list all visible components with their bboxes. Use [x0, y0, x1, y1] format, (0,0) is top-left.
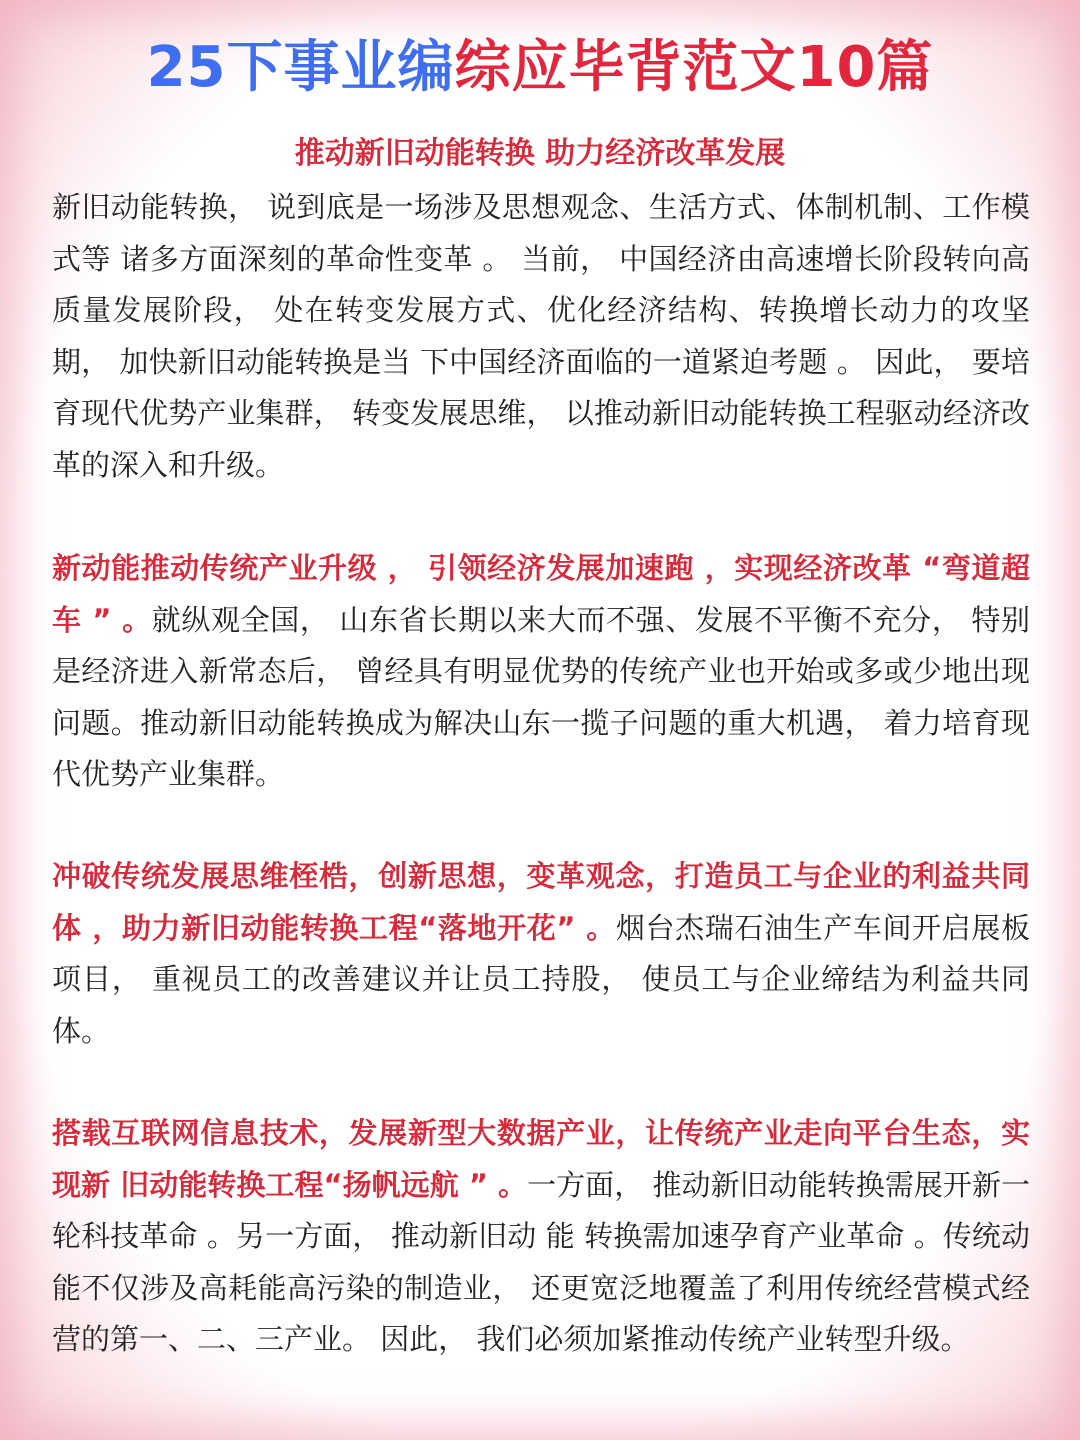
essay-subtitle: 推动新旧动能转换 助力经济改革发展 — [294, 136, 786, 171]
paragraph-intro — [52, 182, 1030, 491]
paragraph-highlight: 新动能推动传统产业升级 ， 引领经济发展加速跑 ，实现经济改革 “弯道超车 ” 。 — [52, 551, 1030, 637]
paragraph-body: 新旧动能转换， 说到底是一场涉及思想观念、生活方式、体制机制、工作模式等 诸多方面深刻的革命性变革 。 当前， 中国经济由高速增长阶段转向高质量发展阶段， 处在转变发展方式、优化经济结构、转换增长动力的攻坚期， 加快新旧动能转换是当 下中国经济面临的一道紧迫考题 。 因此， 要培育现代优势产业集群， 转变发展思维， 以推动新旧动能转换工程驱动经济改革的深入和升级。 — [52, 190, 1030, 482]
paragraph-body: 烟台杰瑞石油生产车间开启展板项目， 重视员工的改善建议并让员工持股， 使员工与企业缔结为利益共同体。 — [52, 910, 1030, 1048]
title-blue-part: 25下事业编 — [146, 35, 455, 100]
paragraph-point-1 — [52, 543, 1030, 801]
paragraph-body: 一方面， 推动新旧动能转换需展开新一轮科技革命 。另一方面， 推动新旧动 能 转换需加速孕育产业革命 。传统动能不仅涉及高耗能高污染的制造业， 还更宽泛地覆盖了利用传统经营模式经营的第一、二、三产业。 因此， 我们必须加紧推动传统产业转型升级。 — [52, 1167, 1030, 1356]
page-title — [0, 32, 1080, 104]
paragraph-highlight: 搭载互联网信息技术，发展新型大数据产业，让传统产业走向平台生态，实现新 旧动能转换工程“扬帆远航 ” 。 — [52, 1116, 1030, 1202]
paragraph-point-3 — [52, 1108, 1030, 1366]
paragraph-highlight: 冲破传统发展思维桎梏，创新思想，变革观念，打造员工与企业的利益共同体 ，助力新旧动能转换工程“落地开花” 。 — [52, 859, 1030, 945]
title-red-part: 综应毕背范文10篇 — [454, 35, 934, 100]
paragraph-body: 就纵观全国， 山东省长期以来大而不强、发展不平衡不充分， 特别是经济进入新常态后， 曾经具有明显优势的传统产业也开始或多或少地出现问题。推动新旧动能转换成为解决山东一揽子问题的重大机遇， 着力培育现代优势产业集群。 — [52, 602, 1030, 791]
paragraph-point-2 — [52, 851, 1030, 1057]
